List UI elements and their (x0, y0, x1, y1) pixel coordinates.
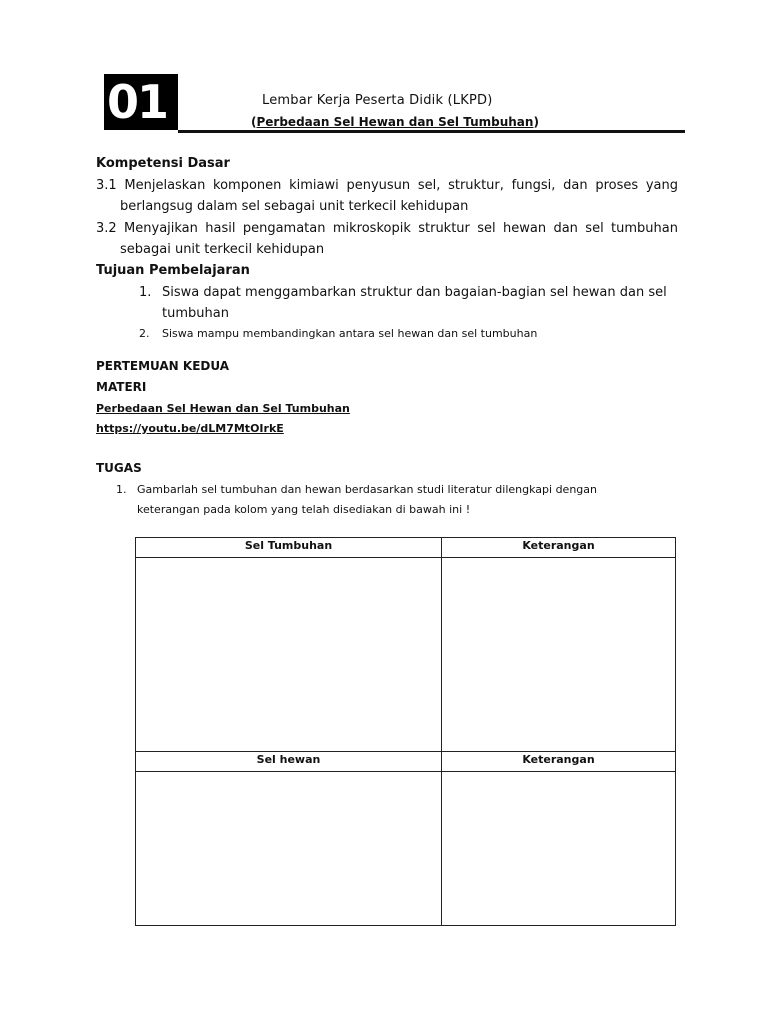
header-divider (178, 130, 685, 133)
subtitle-open-paren: ( (251, 115, 257, 129)
materi-heading: MATERI (96, 380, 147, 394)
drawing-table (135, 537, 676, 926)
kompetensi-heading: Kompetensi Dasar (96, 156, 230, 171)
lkpd-number-badge: 01 (104, 74, 178, 130)
kd2-line1: 3.2 Menyajikan hasil pengamatan mikroskopik struktur sel hewan dan sel tumbuhan (96, 221, 678, 236)
sel-hewan-drawing-area[interactable] (136, 772, 441, 925)
pertemuan-heading: PERTEMUAN KEDUA (96, 359, 230, 373)
tujuan-item1-line2: tumbuhan (162, 306, 229, 321)
header-keterangan-2: Keterangan (522, 753, 595, 766)
kd1-line2: berlangsug dalam sel sebagai unit terkecil kehidupan (120, 199, 469, 214)
tugas-item1-number: 1. (116, 483, 127, 496)
subtitle-close-paren: ) (533, 115, 539, 129)
materi-topic-link[interactable]: Perbedaan Sel Hewan dan Sel Tumbuhan (96, 402, 350, 415)
table-section-divider (136, 751, 675, 752)
tujuan-item1-number: 1. (139, 285, 152, 300)
tujuan-item2-number: 2. (139, 327, 150, 340)
sel-tumbuhan-drawing-area[interactable] (136, 558, 441, 751)
tugas-heading: TUGAS (96, 461, 142, 475)
tugas-item1-line1: Gambarlah sel tumbuhan dan hewan berdasarkan studi literatur dilengkapi dengan (137, 483, 597, 496)
subtitle-text: Perbedaan Sel Hewan dan Sel Tumbuhan (256, 115, 534, 129)
keterangan-2-area[interactable] (442, 772, 675, 925)
tujuan-item2-text: Siswa mampu membandingkan antara sel hewan dan sel tumbuhan (162, 327, 538, 340)
tugas-item1-line2: keterangan pada kolom yang telah disediakan di bawah ini ! (137, 503, 471, 516)
header-sel-tumbuhan: Sel Tumbuhan (244, 539, 333, 552)
kd1-line1: 3.1 Menjelaskan komponen kimiawi penyusun sel, struktur, fungsi, dan proses yang (96, 178, 678, 193)
tujuan-heading: Tujuan Pembelajaran (96, 263, 250, 278)
worksheet-title: Lembar Kerja Peserta Didik (LKPD) (262, 93, 493, 108)
worksheet-subtitle (251, 115, 539, 129)
tujuan-item1-line1: Siswa dapat menggambarkan struktur dan bagaian-bagian sel hewan dan sel (162, 285, 667, 300)
header-sel-hewan: Sel hewan (256, 753, 321, 766)
keterangan-1-area[interactable] (442, 558, 675, 751)
kd2-line2: sebagai unit terkecil kehidupan (120, 242, 325, 257)
header-keterangan-1: Keterangan (522, 539, 595, 552)
materi-video-link[interactable]: https://youtu.be/dLM7MtOIrkE (96, 422, 284, 435)
